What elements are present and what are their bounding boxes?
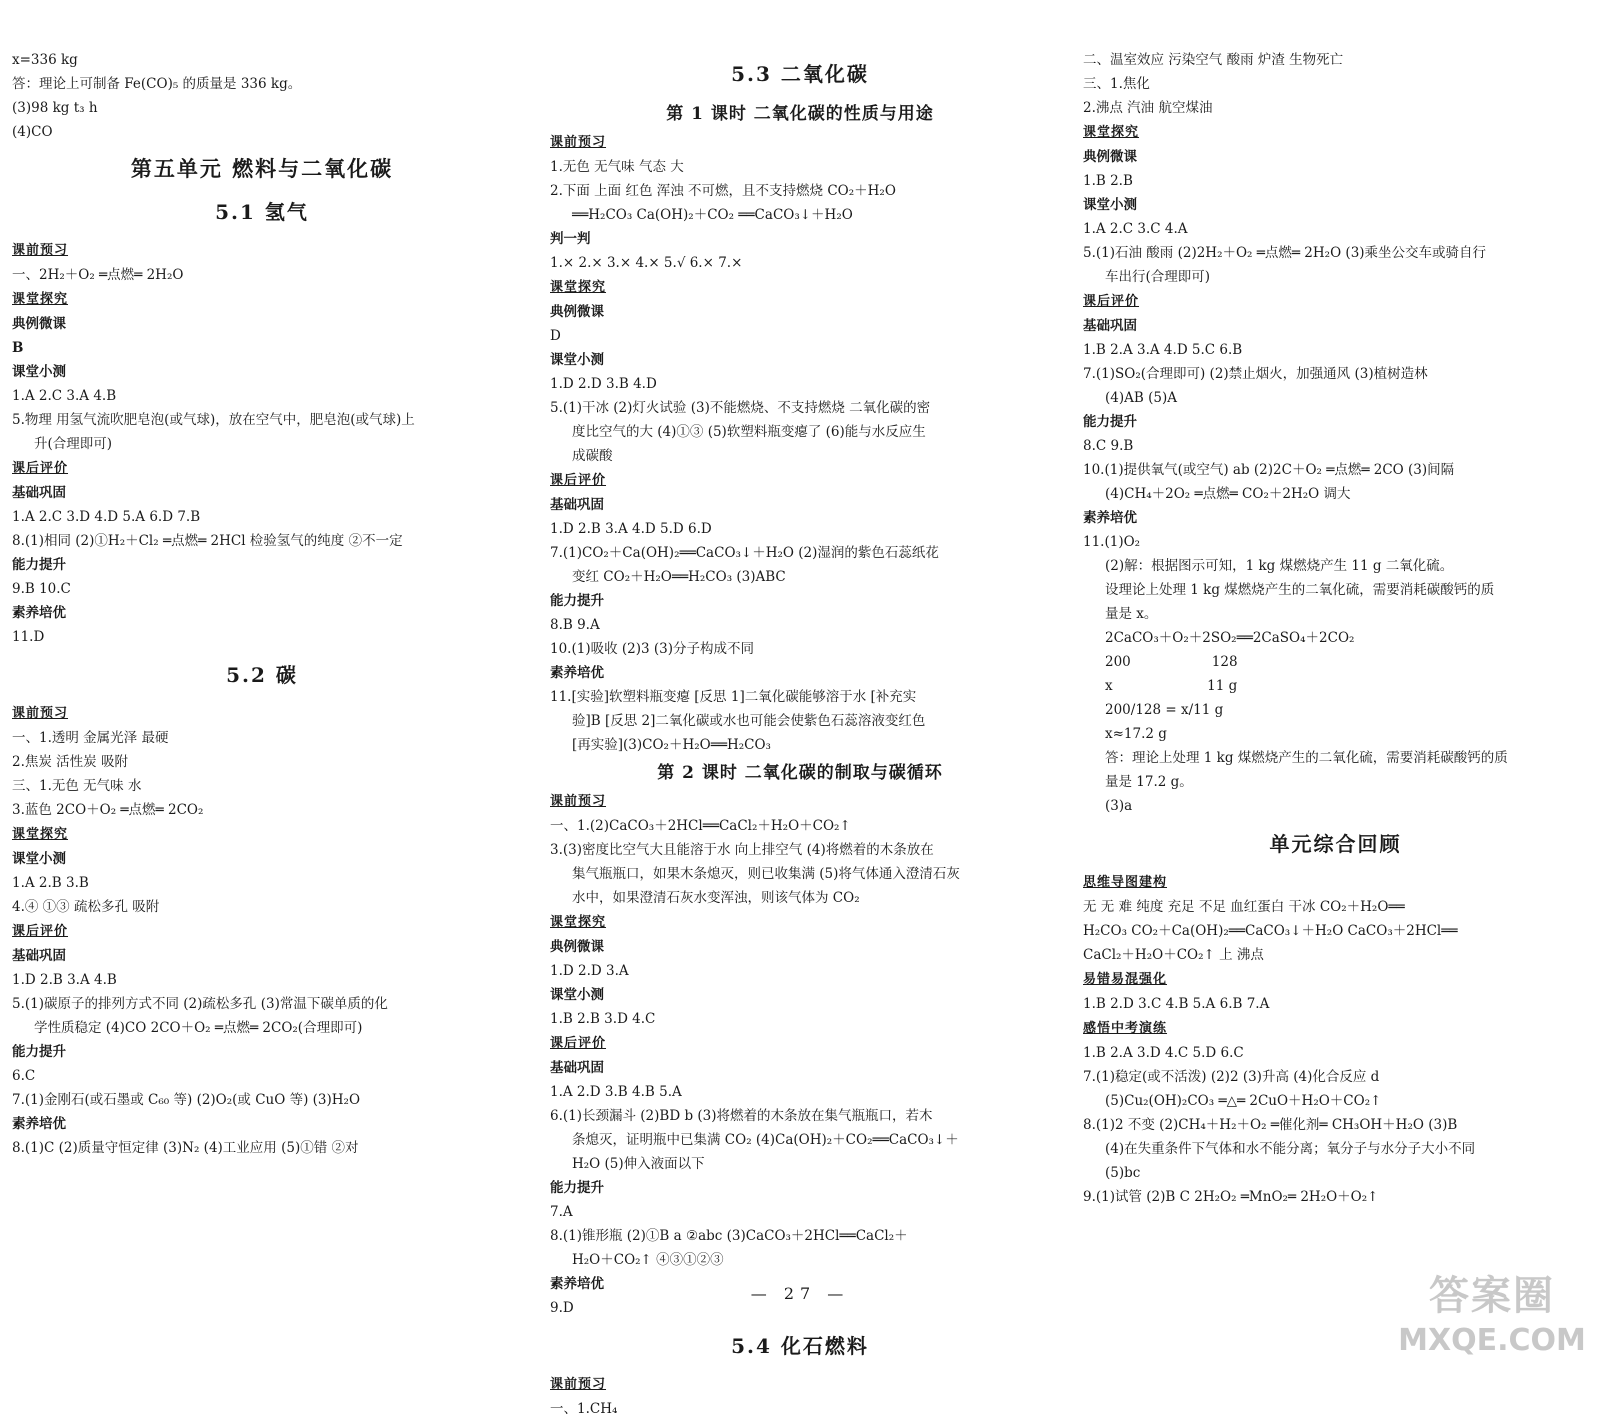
answer-line: 7.(1)稳定(或不活泼) (2)2 (3)升高 (4)化合反应 d <box>1083 1069 1380 1085</box>
answer-line: 7.(1)SO₂(合理即可) (2)禁止烟火，加强通风 (3)植树造林 <box>1083 366 1428 382</box>
answer-line: 8.C 9.B <box>1083 438 1134 454</box>
answer-column-2 <box>550 48 1050 1421</box>
subsection-label: 课堂小测 <box>12 364 66 380</box>
answer-line: 2.焦炭 活性炭 吸附 <box>12 754 128 770</box>
subsection-label: 课堂小测 <box>1083 197 1137 213</box>
answer-line: 一、1.CH₄ <box>550 1401 618 1417</box>
subsection-label: 判一判 <box>550 231 591 247</box>
answer-line: 一、1.(2)CaCO₃＋2HCl══CaCl₂＋H₂O＋CO₂↑ <box>550 818 851 834</box>
section-tag: 易错易混强化 <box>1083 972 1168 987</box>
answer-line: 1.× 2.× 3.× 4.× 5.√ 6.× 7.× <box>550 255 743 271</box>
answer-line: 5.(1)干冰 (2)灯火试验 (3)不能燃烧、不支持燃烧 二氧化碳的密 <box>550 400 931 416</box>
answer-column-3 <box>1083 48 1588 1209</box>
answer-line: 200/128 = x/11 g <box>1105 702 1224 718</box>
answer-line: 7.(1)CO₂＋Ca(OH)₂══CaCO₃↓＋H₂O (2)湿润的紫色石蕊纸花 <box>550 545 939 561</box>
answer-line: 度比空气的大 (4)①③ (5)软塑料瓶变瘪了 (6)能与水反应生 <box>572 424 926 440</box>
answer-line: 1.D 2.B 3.A 4.D 5.D 6.D <box>550 521 712 537</box>
answer-line: 1.D 2.B 3.A 4.B <box>12 972 117 988</box>
section-tag: 课后评价 <box>12 924 69 939</box>
watermark-logo <box>1392 1268 1592 1378</box>
subsection-label: 课堂小测 <box>12 851 66 867</box>
section-tag: 课后评价 <box>550 1036 607 1051</box>
subsection-label: 典例微课 <box>550 939 604 955</box>
answer-line: 1.D 2.D 3.B 4.D <box>550 376 657 392</box>
answer-line: 9.B 10.C <box>12 581 71 597</box>
answer-line: 三、1.无色 无气味 水 <box>12 778 142 794</box>
answer-line: 1.B 2.D 3.C 4.B 5.A 6.B 7.A <box>1083 996 1270 1012</box>
section-tag: 课后评价 <box>550 473 607 488</box>
section-title: 5.2 碳 <box>226 663 298 687</box>
section-tag: 课堂探究 <box>12 292 69 307</box>
subsection-label: B <box>12 340 24 356</box>
answer-line: 8.(1)C (2)质量守恒定律 (3)N₂ (4)工业应用 (5)①错 ②对 <box>12 1140 359 1156</box>
answer-line: (5)bc <box>1105 1165 1141 1181</box>
subsection-label: 能力提升 <box>12 1044 66 1060</box>
answer-line: 水中，如果澄清石灰水变浑浊，则该气体为 CO₂ <box>572 890 860 906</box>
answer-line: 二、温室效应 污染空气 酸雨 炉渣 生物死亡 <box>1083 52 1344 68</box>
section-title: 5.3 二氧化碳 <box>731 62 869 86</box>
answer-line: 8.(1)锥形瓶 (2)①B a ②abc (3)CaCO₃＋2HCl══CaCl₂＋ <box>550 1228 908 1244</box>
answer-line: 成碳酸 <box>572 448 613 464</box>
subsection-label: 素养培优 <box>550 1276 604 1292</box>
answer-line: 11.[实验]软塑料瓶变瘪 [反思 1]二氧化碳能够溶于水 [补充实 <box>550 689 917 705</box>
answer-line: 11.(1)O₂ <box>1083 534 1141 550</box>
answer-line: (4)在失重条件下气体和水不能分离；氧分子与水分子大小不同 <box>1105 1141 1476 1157</box>
subsection-label: 基础巩固 <box>12 485 66 501</box>
answer-line: 10.(1)提供氧气(或空气) ab (2)2C＋O₂ ═点燃═ 2CO (3)间隔 <box>1083 462 1455 478</box>
answer-line: 11.D <box>12 629 45 645</box>
section-tag: 课前预习 <box>550 794 607 809</box>
answer-line: 1.A 2.D 3.B 4.B 5.A <box>550 1084 682 1100</box>
answer-line: 三、1.焦化 <box>1083 76 1150 92</box>
answer-line: D <box>550 328 561 344</box>
subsection-label: 典例微课 <box>550 304 604 320</box>
answer-line: (2)解：根据图示可知，1 kg 煤燃烧产生 11 g 二氧化硫。 <box>1105 558 1454 574</box>
answer-line: 1.A 2.C 3.D 4.D 5.A 6.D 7.B <box>12 509 201 525</box>
lesson-title: 第 2 课时 二氧化碳的制取与碳循环 <box>657 763 943 783</box>
answer-line: 2.下面 上面 红色 浑浊 不可燃，且不支持燃烧 CO₂＋H₂O <box>550 183 896 199</box>
answer-line: 5.物理 用氢气流吹肥皂泡(或气球)，放在空气中，肥皂泡(或气球)上 <box>12 412 415 428</box>
answer-line: 8.(1)相同 (2)①H₂＋Cl₂ ═点燃═ 2HCl 检验氢气的纯度 ②不一定 <box>12 533 403 549</box>
answer-line: 变红 CO₂＋H₂O══H₂CO₃ (3)ABC <box>572 569 786 585</box>
section-tag: 思维导图建构 <box>1083 875 1168 890</box>
page-number: — 27 — <box>750 1284 850 1303</box>
answer-line: (3)98 kg t₃ h <box>12 100 98 116</box>
answer-line: 答：理论上处理 1 kg 煤燃烧产生的二氧化硫，需要消耗碳酸钙的质 <box>1105 750 1508 766</box>
subsection-label: 能力提升 <box>12 557 66 573</box>
answer-line: (4)CH₄＋2O₂ ═点燃═ CO₂＋2H₂O 调大 <box>1105 486 1351 502</box>
section-title: 单元综合回顾 <box>1269 832 1402 856</box>
section-tag: 课堂探究 <box>12 827 69 842</box>
subsection-label: 素养培优 <box>550 665 604 681</box>
answer-line: 2CaCO₃＋O₂＋2SO₂══2CaSO₄＋2CO₂ <box>1105 630 1355 646</box>
subsection-label: 基础巩固 <box>1083 318 1137 334</box>
subsection-label: 典例微课 <box>1083 149 1137 165</box>
answer-line: H₂O＋CO₂↑ ④③①②③ <box>572 1252 724 1268</box>
answer-line: 车出行(合理即可) <box>1105 269 1211 285</box>
subsection-label: 课堂小测 <box>550 987 604 1003</box>
answer-line: 1.A 2.B 3.B <box>12 875 89 891</box>
answer-line: 一、2H₂＋O₂ ═点燃═ 2H₂O <box>12 267 184 283</box>
section-tag: 课前预习 <box>12 243 69 258</box>
answer-line: ══H₂CO₃ Ca(OH)₂＋CO₂ ══CaCO₃↓＋H₂O <box>572 207 853 223</box>
answer-line: (3)a <box>1105 798 1133 814</box>
answer-line: x≈17.2 g <box>1105 726 1167 742</box>
answer-line: 设理论上处理 1 kg 煤燃烧产生的二氧化硫，需要消耗碳酸钙的质 <box>1105 582 1495 598</box>
answer-line: 学性质稳定 (4)CO 2CO＋O₂ ═点燃═ 2CO₂(合理即可) <box>34 1020 363 1036</box>
answer-line: 1.B 2.A 3.A 4.D 5.C 6.B <box>1083 342 1243 358</box>
answer-line: 1.B 2.B <box>1083 173 1133 189</box>
answer-line: 1.A 2.C 3.A 4.B <box>12 388 117 404</box>
answer-line: 6.C <box>12 1068 36 1084</box>
unit-title: 第五单元 燃料与二氧化碳 <box>130 156 394 181</box>
answer-line: 1.B 2.B 3.D 4.C <box>550 1011 656 1027</box>
answer-line: H₂O (5)伸入液面以下 <box>572 1156 705 1172</box>
answer-line: 1.A 2.C 3.C 4.A <box>1083 221 1188 237</box>
lesson-title: 第 1 课时 二氧化碳的性质与用途 <box>666 104 934 124</box>
subsection-label: 典例微课 <box>12 316 66 332</box>
section-tag: 课堂探究 <box>550 280 607 295</box>
subsection-label: 素养培优 <box>1083 510 1137 526</box>
subsection-label: 基础巩固 <box>12 948 66 964</box>
answer-line: 4.④ ①③ 疏松多孔 吸附 <box>12 899 160 915</box>
section-tag: 课后评价 <box>12 461 69 476</box>
answer-line: 6.(1)长颈漏斗 (2)BD b (3)将燃着的木条放在集气瓶瓶口，若木 <box>550 1108 933 1124</box>
section-tag: 感悟中考演练 <box>1083 1021 1168 1036</box>
answer-line: 3.蓝色 2CO＋O₂ ═点燃═ 2CO₂ <box>12 802 204 818</box>
section-tag: 课后评价 <box>1083 294 1140 309</box>
subsection-label: 基础巩固 <box>550 497 604 513</box>
answer-line: H₂CO₃ CO₂＋Ca(OH)₂══CaCO₃↓＋H₂O CaCO₃＋2HCl══ <box>1083 923 1458 939</box>
answer-line: 答：理论上可制备 Fe(CO)₅ 的质量是 336 kg。 <box>12 76 302 92</box>
answer-line: [再实验](3)CO₂＋H₂O══H₂CO₃ <box>572 737 771 753</box>
answer-line: (5)Cu₂(OH)₂CO₃ ═△═ 2CuO＋H₂O＋CO₂↑ <box>1105 1093 1382 1109</box>
answer-line: 升(合理即可) <box>34 436 113 452</box>
answer-line: 量是 x。 <box>1105 606 1158 622</box>
answer-line: 9.D <box>550 1300 574 1316</box>
watermark-text-top: 答案圈 <box>1429 1273 1555 1319</box>
subsection-label: 素养培优 <box>12 605 66 621</box>
answer-line: 1.无色 无气味 气态 大 <box>550 159 684 175</box>
subsection-label: 课堂小测 <box>550 352 604 368</box>
answer-line: x=336 kg <box>12 52 78 68</box>
answer-line: x 11 g <box>1105 678 1238 694</box>
subsection-label: 能力提升 <box>550 1180 604 1196</box>
section-title: 5.1 氢气 <box>215 200 309 224</box>
subsection-label: 能力提升 <box>1083 414 1137 430</box>
answer-line: 5.(1)碳原子的排列方式不同 (2)疏松多孔 (3)常温下碳单质的化 <box>12 996 388 1012</box>
subsection-label: 能力提升 <box>550 593 604 609</box>
answer-line: 验]B [反思 2]二氧化碳或水也可能会使紫色石蕊溶液变红色 <box>572 713 926 729</box>
subsection-label: 素养培优 <box>12 1116 66 1132</box>
answer-line: (4)AB (5)A <box>1105 390 1177 406</box>
section-tag: 课堂探究 <box>550 915 607 930</box>
answer-line: 1.D 2.D 3.A <box>550 963 629 979</box>
answer-line: 量是 17.2 g。 <box>1105 774 1193 790</box>
answer-column-1 <box>12 48 512 1160</box>
answer-line: 200 128 <box>1105 654 1238 670</box>
answer-line: 2.沸点 汽油 航空煤油 <box>1083 100 1213 116</box>
watermark-text-bottom: MXQE.COM <box>1398 1323 1586 1358</box>
answer-line: 无 无 难 纯度 充足 不足 血红蛋白 干冰 CO₂＋H₂O══ <box>1083 899 1405 915</box>
answer-line: CaCl₂＋H₂O＋CO₂↑ 上 沸点 <box>1083 947 1264 963</box>
subsection-label: 基础巩固 <box>550 1060 604 1076</box>
section-title: 5.4 化石燃料 <box>731 1334 869 1358</box>
answer-line: 3.(3)密度比空气大且能溶于水 向上排空气 (4)将燃着的木条放在 <box>550 842 934 858</box>
answer-line: 10.(1)吸收 (2)3 (3)分子构成不同 <box>550 641 755 657</box>
answer-line: 8.(1)2 不变 (2)CH₄＋H₂＋O₂ ═催化剂═ CH₃OH＋H₂O (3)B <box>1083 1117 1458 1133</box>
answer-line: 5.(1)石油 酸雨 (2)2H₂＋O₂ ═点燃═ 2H₂O (3)乘坐公交车或骑自行 <box>1083 245 1487 261</box>
answer-line: 集气瓶瓶口，如果木条熄灭，则已收集满 (5)将气体通入澄清石灰 <box>572 866 960 882</box>
answer-line: 8.B 9.A <box>550 617 600 633</box>
section-tag: 课堂探究 <box>1083 125 1140 140</box>
section-tag: 课前预习 <box>12 706 69 721</box>
section-tag: 课前预习 <box>550 135 607 150</box>
section-tag: 课前预习 <box>550 1377 607 1392</box>
answer-line: 7.(1)金刚石(或石墨或 C₆₀ 等) (2)O₂(或 CuO 等) (3)H₂O <box>12 1092 361 1108</box>
answer-line: 9.(1)试管 (2)B C 2H₂O₂ ═MnO₂═ 2H₂O＋O₂↑ <box>1083 1189 1379 1205</box>
answer-line: 条熄灭，证明瓶中已集满 CO₂ (4)Ca(OH)₂＋CO₂══CaCO₃↓＋ <box>572 1132 959 1148</box>
answer-line: (4)CO <box>12 124 53 140</box>
answer-line: 1.B 2.A 3.D 4.C 5.D 6.C <box>1083 1045 1244 1061</box>
answer-line: 7.A <box>550 1204 573 1220</box>
answer-line: 一、1.透明 金属光泽 最硬 <box>12 730 169 746</box>
